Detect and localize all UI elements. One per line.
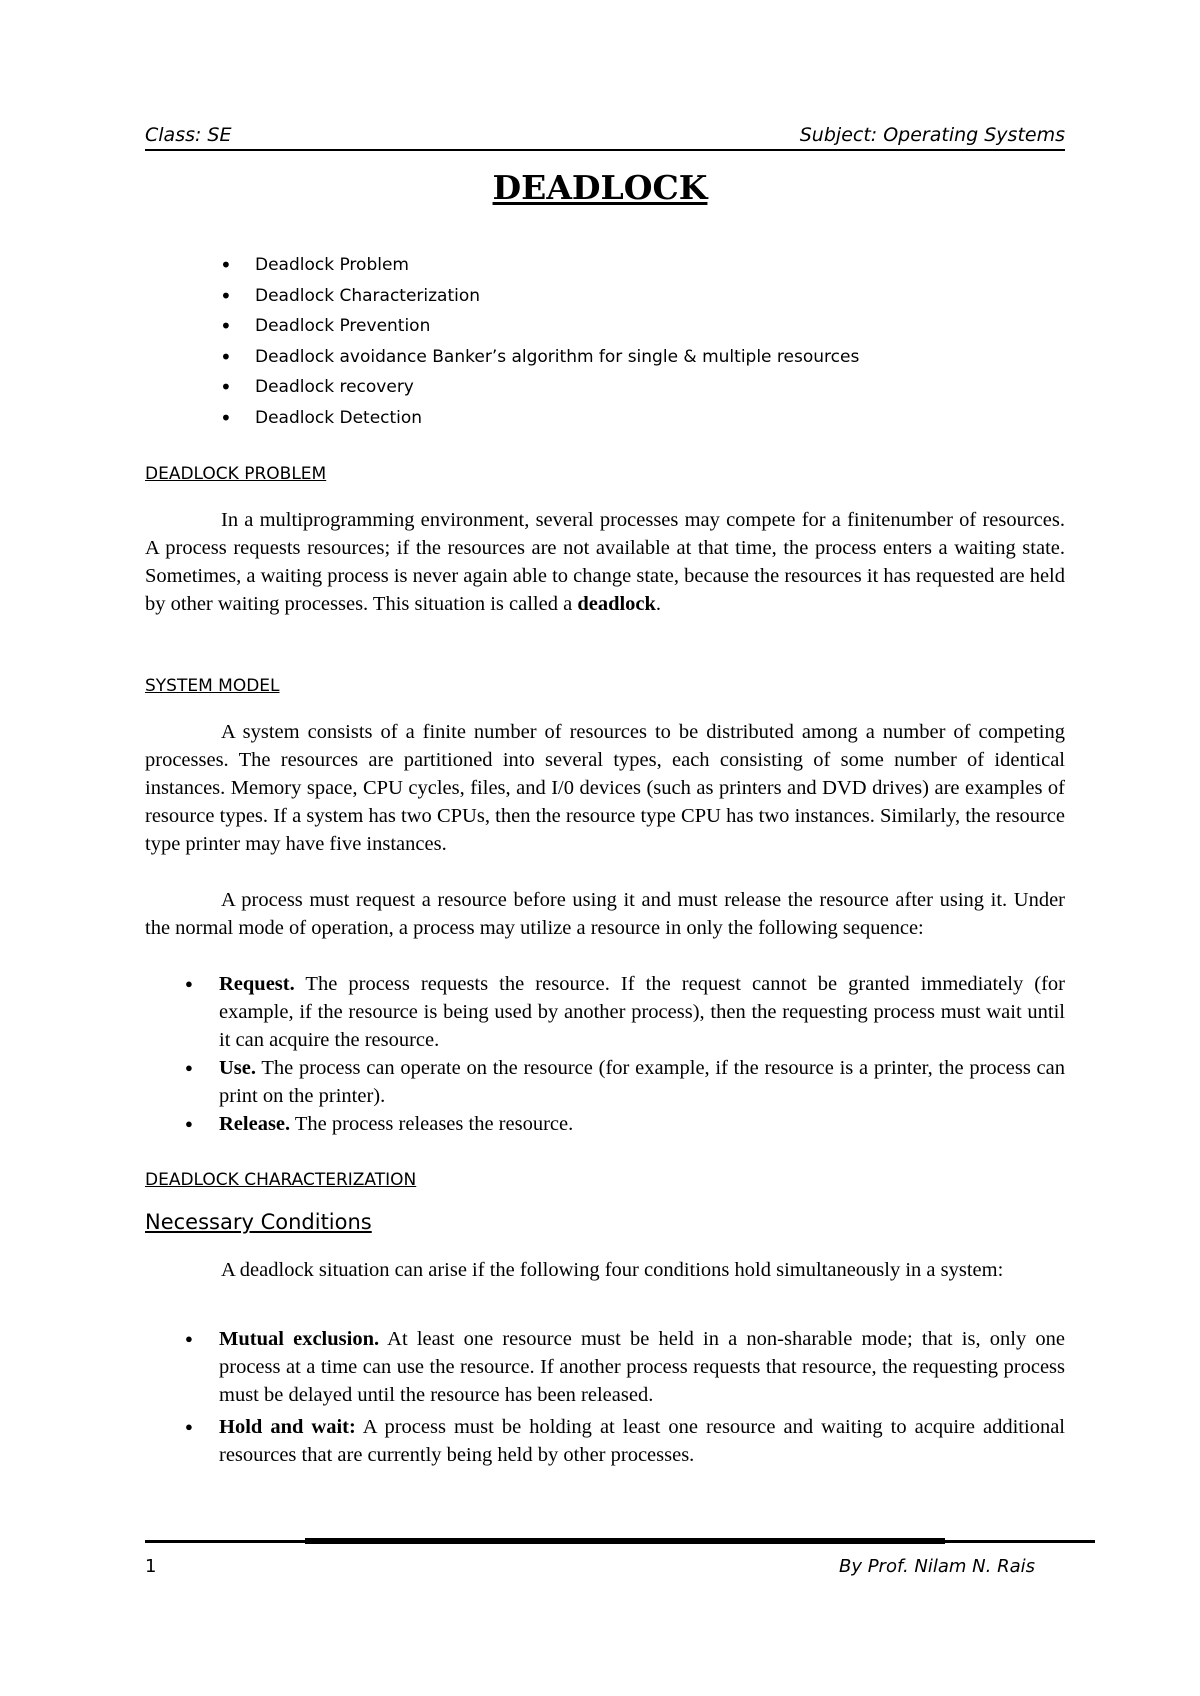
list-item-text: The process can operate on the resource (for example, if the resource is a printer, the process can print on the printer). xyxy=(219,1057,1065,1107)
subject-label: Subject: Operating Systems xyxy=(799,124,1065,146)
list-item: • Deadlock avoidance Banker’s algorithm for single & multiple resources xyxy=(220,342,859,373)
list-item-term: Release. xyxy=(219,1113,291,1135)
list-item xyxy=(145,1413,1065,1469)
paragraph-text: In a multiprogramming environment, several processes may compete for a finitenumber of resources. A process requests resources; if the resources are not available at that time, the process enters a waiting state. Sometimes, a waiting process is never again able to change state, because the resources it has requested are held by other waiting processes. This situation is called a xyxy=(145,509,1065,615)
system-model-paragraph-1: A system consists of a finite number of resources to be distributed among a number of competing processes. The resources are partitioned into several types, each consisting of some number of identical instances. Memory space, CPU cycles, files, and I/0 devices (such as printers and DVD drives) are examples of resource types. If a system has two CPUs, then the resource type CPU has two instances. Similarly, the resource type printer may have five instances. xyxy=(145,721,1065,855)
list-item-term: Use. xyxy=(219,1057,257,1079)
section-heading-deadlock-problem: DEADLOCK PROBLEM xyxy=(145,464,327,484)
deadlock-problem-paragraph xyxy=(145,506,1065,618)
characterization-intro: A deadlock situation can arise if the following four conditions hold simultaneously in a system: xyxy=(221,1259,1004,1281)
list-item xyxy=(145,1110,1065,1138)
class-label: Class: SE xyxy=(145,124,232,146)
list-item xyxy=(145,970,1065,1054)
page-header xyxy=(145,124,1065,151)
list-item-text: At least one resource must be held in a non-sharable mode; that is, only one process at a time can use the resource. If another process requests that resource, the requesting process must be delayed until the resource has been released. xyxy=(219,1328,1066,1406)
list-item: • Deadlock recovery xyxy=(220,372,859,403)
list-item: • Deadlock Detection xyxy=(220,403,859,434)
topics-list xyxy=(220,250,859,434)
list-item: • Deadlock Characterization xyxy=(220,281,859,312)
list-item: • Deadlock Problem xyxy=(220,250,859,281)
list-item xyxy=(145,1054,1065,1110)
list-item-term: Mutual exclusion. xyxy=(219,1328,380,1350)
paragraph-end: . xyxy=(655,593,662,615)
author-credit: By Prof. Nilam N. Rais xyxy=(838,1556,1035,1577)
conditions-list xyxy=(145,1325,1065,1473)
footer-divider xyxy=(145,1540,1095,1543)
list-item-text: The process releases the resource. xyxy=(290,1113,574,1135)
page-number: 1 xyxy=(145,1556,157,1577)
section-heading-system-model: SYSTEM MODEL xyxy=(145,676,280,696)
page-title: DEADLOCK xyxy=(492,168,708,207)
list-item: • Deadlock Prevention xyxy=(220,311,859,342)
bold-term: deadlock xyxy=(577,593,656,615)
list-item-term: Hold and wait: xyxy=(219,1416,356,1438)
resource-sequence-list xyxy=(145,970,1065,1138)
system-model-paragraph-2: A process must request a resource before using it and must release the resource after using it. Under the normal mode of operation, a process may utilize a resource in only the following sequence: xyxy=(145,889,1065,939)
list-item-text: The process requests the resource. If the request cannot be granted immediately (for example, if the resource is being used by another process), then the requesting process must wait until it can acquire the resource. xyxy=(219,973,1065,1051)
list-item xyxy=(145,1325,1065,1409)
section-heading-characterization: DEADLOCK CHARACTERIZATION xyxy=(145,1170,417,1190)
footer-divider-thick xyxy=(305,1538,945,1544)
list-item-term: Request. xyxy=(219,973,295,995)
subheading-necessary-conditions: Necessary Conditions xyxy=(145,1210,372,1234)
list-item-text: A process must be holding at least one resource and waiting to acquire additional resources that are currently being held by other processes. xyxy=(219,1416,1065,1466)
